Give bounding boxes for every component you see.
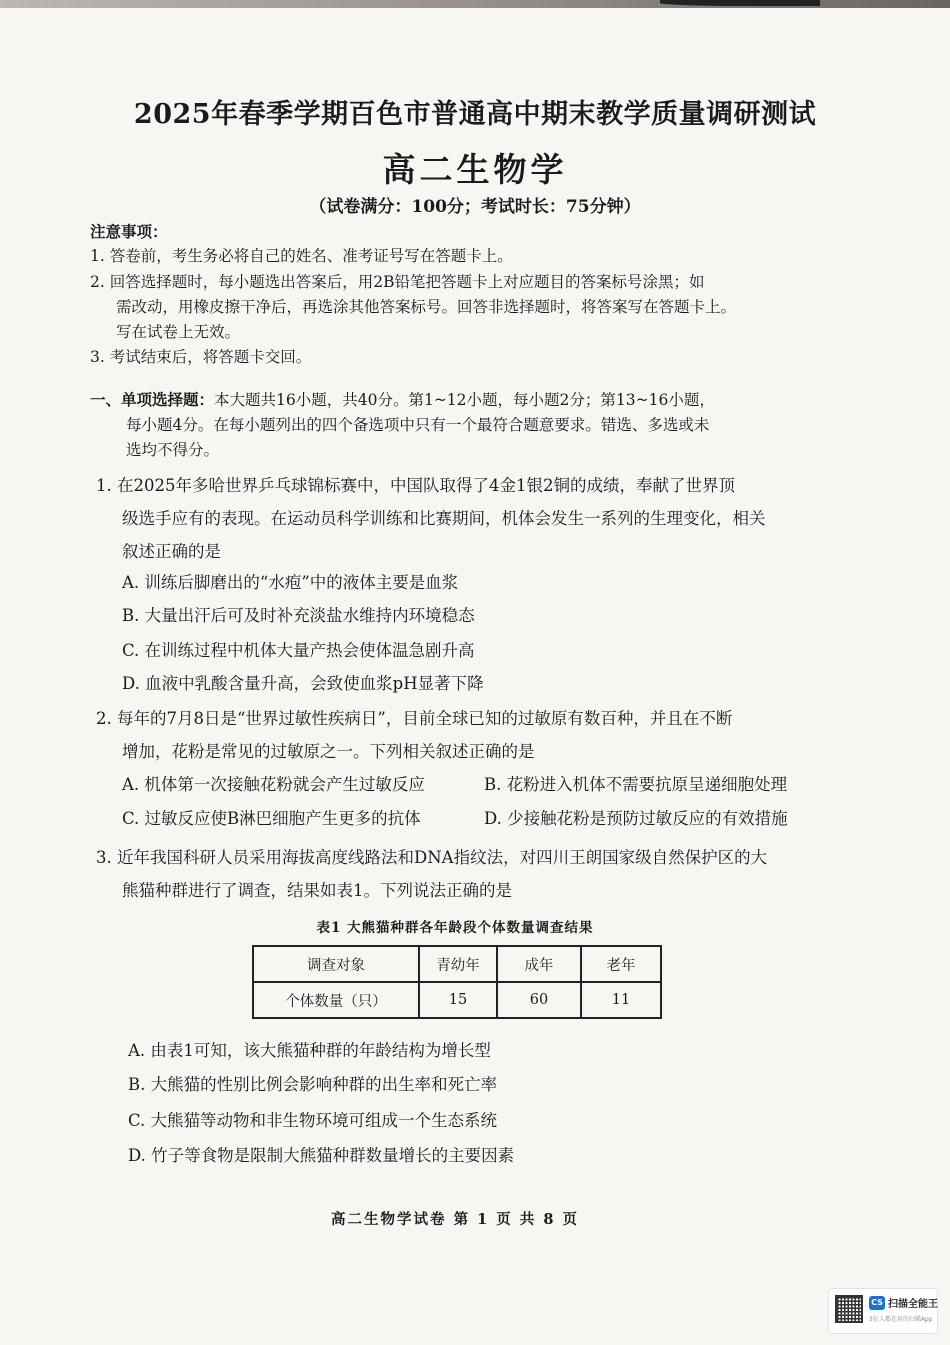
question-1-stem: 叙述正确的是 [122,542,221,561]
question-2-option-a: A. 机体第一次接触花粉就会产生过敏反应 [122,775,425,794]
notice-line: 3. 考试结束后，将答题卡交回。 [90,348,312,366]
table-header-cell: 老年 [581,946,661,982]
scanner-watermark [828,1288,938,1334]
scanner-name: 扫描全能王 [888,1299,938,1310]
question-1-option-a: A. 训练后脚磨出的“水疱”中的液体主要是血浆 [122,573,459,592]
question-3-option-b: B. 大熊猫的性别比例会影响种群的出生率和死亡率 [128,1075,498,1094]
notice-line: 2. 回答选择题时，每小题选出答案后，用2B铅笔把答题卡上对应题目的答案标号涂黑；如 [90,273,705,291]
question-2-option-c: C. 过敏反应使B淋巴细胞产生更多的抗体 [122,809,421,828]
question-2-stem: 2. 每年的7月8日是“世界过敏性疾病日”，目前全球已知的过敏原有数百种，并且在不断 [96,709,733,728]
section-heading-line [90,390,715,410]
table-cell: 11 [581,982,661,1018]
question-3-option-c: C. 大熊猫等动物和非生物环境可组成一个生态系统 [128,1111,498,1130]
table-cell: 60 [497,982,581,1018]
question-1-option-d: D. 血液中乳酸含量升高，会致使血浆pH显著下降 [122,674,484,693]
notice-line: 需改动，用橡皮擦干净后，再选涂其他答案标号。回答非选择题时，将答案写在答题卡上。 [116,298,737,316]
section-desc: 每小题4分。在每小题列出的四个备选项中只有一个最符合题意要求。错选、多选或未 [126,416,710,434]
notice-heading: 注意事项： [90,222,168,241]
table-header-cell: 调查对象 [253,946,419,982]
section-desc: 本大题共16小题，共40分。第1~12小题，每小题2分；第13~16小题， [214,391,715,409]
question-1-stem: 级选手应有的表现。在运动员科学训练和比赛期间，机体会发生一系列的生理变化，相关 [122,509,766,528]
table-cell: 15 [419,982,497,1018]
subject-title: 高二生物学 [382,150,568,189]
table-header-cell: 青幼年 [419,946,497,982]
question-2-option-d: D. 少接触花粉是预防过敏反应的有效措施 [484,809,788,828]
question-1-option-c: C. 在训练过程中机体大量产热会使体温急剧升高 [122,641,475,660]
question-1-option-b: B. 大量出汗后可及时补充淡盐水维持内环境稳态 [122,606,475,625]
table-header-row [253,946,661,982]
page-footer: 高二生物学试卷 第 1 页 共 8 页 [331,1211,579,1228]
question-2-option-b: B. 花粉进入机体不需要抗原呈递细胞处理 [484,775,788,794]
question-3-option-a: A. 由表1可知，该大熊猫种群的年龄结构为增长型 [128,1041,491,1060]
table-cell: 个体数量（只） [253,982,419,1018]
question-2-stem: 增加，花粉是常见的过敏原之一。下列相关叙述正确的是 [122,742,535,761]
exam-title: 2025年春季学期百色市普通高中期末教学质量调研测试 [133,99,817,130]
notice-line: 1. 答卷前，考生务必将自己的姓名、准考证号写在答题卡上。 [90,247,513,265]
question-3-stem: 3. 近年我国科研人员采用海拔高度线路法和DNA指纹法，对四川王朗国家级自然保护区的大 [96,848,768,867]
table-caption: 表1 大熊猫种群各年龄段个体数量调查结果 [316,920,594,936]
question-3-stem: 熊猫种群进行了调查，结果如表1。下列说法正确的是 [122,881,512,900]
section-heading: 一、单项选择题： [90,390,215,409]
exam-meta: （试卷满分：100分；考试时长：75分钟） [309,197,641,217]
notice-line: 写在试卷上无效。 [116,323,241,341]
camscanner-logo-icon: CS [869,1296,885,1310]
qr-code-icon [835,1295,863,1323]
question-1-stem: 1. 在2025年多哈世界乒乓球锦标赛中，中国队取得了4金1银2铜的成绩，奉献了世界顶 [96,476,735,495]
question-3-option-d: D. 竹子等食物是限制大熊猫种群数量增长的主要因素 [128,1146,515,1165]
section-desc: 选均不得分。 [126,441,220,459]
table-header-cell: 成年 [497,946,581,982]
scanner-tagline: 3亿人都在用的扫描App [869,1316,933,1323]
panda-survey-table [252,945,662,1019]
table-row [253,982,661,1018]
